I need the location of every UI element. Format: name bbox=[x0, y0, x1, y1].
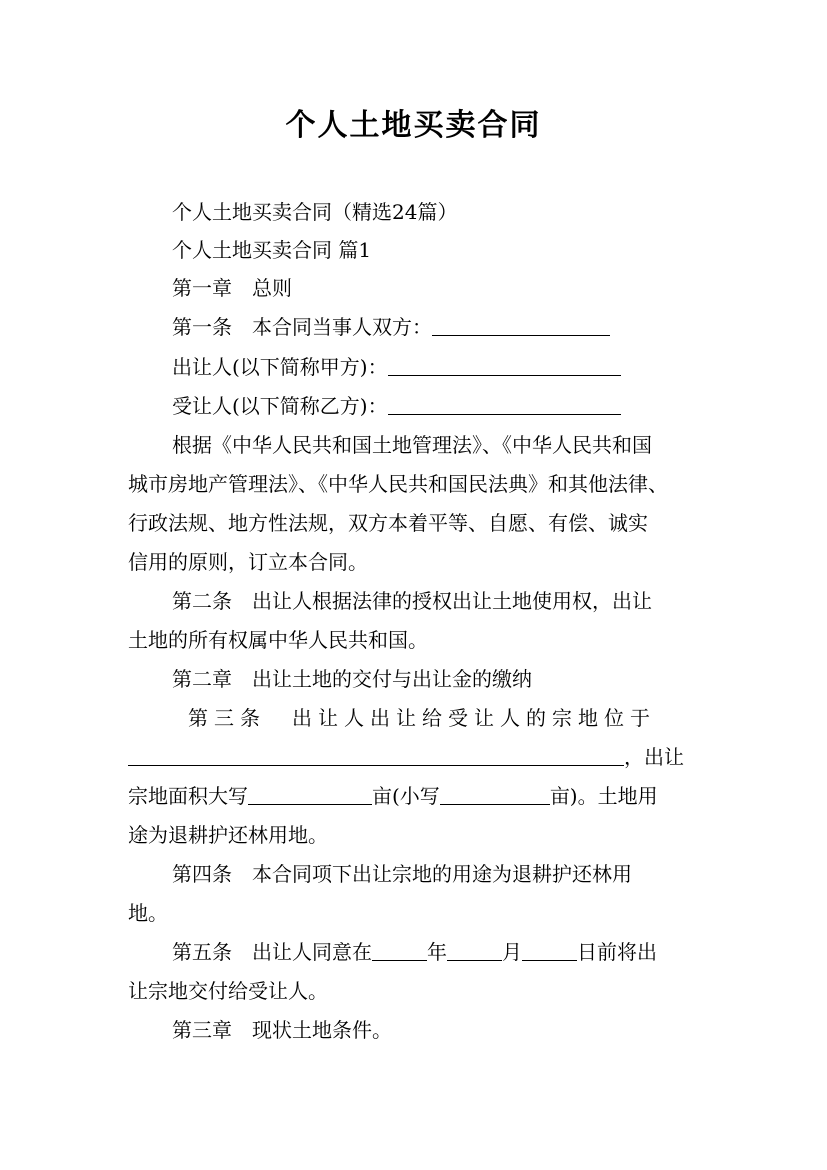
article-2-line-1: 第二条 出让人根据法律的授权出让土地使用权，出让 bbox=[172, 589, 652, 613]
basis-line-1: 根据《中华人民共和国土地管理法》、《中华人民共和国 bbox=[172, 433, 652, 457]
location-blank[interactable] bbox=[128, 743, 624, 766]
article-3-line-2-tail: ，出让 bbox=[624, 745, 684, 769]
article-5-line-2: 让宗地交付给受让人。 bbox=[128, 979, 328, 1003]
year-blank[interactable] bbox=[372, 938, 427, 961]
chapter-heading-2: 第二章 出让土地的交付与出让金的缴纳 bbox=[172, 667, 532, 691]
article-3-line-1: 第三条 出让人出让给受让人的宗地位于 bbox=[188, 706, 656, 730]
chapter-heading-1: 第一章 总则 bbox=[172, 276, 292, 300]
article-5-text: 第五条 出让人同意在 bbox=[172, 940, 372, 964]
article-3-line-4: 途为退耕护还林用地。 bbox=[128, 823, 328, 847]
area-label: 宗地面积大写 bbox=[128, 784, 248, 808]
article-4-line-1: 第四条 本合同项下出让宗地的用途为退耕护还林用 bbox=[172, 862, 632, 886]
party-b-label: 受让人(以下简称乙方)： bbox=[172, 394, 388, 418]
party-b-line bbox=[128, 387, 747, 425]
piece-heading: 个人土地买卖合同 篇1 bbox=[172, 238, 372, 262]
area-tail: 亩)。土地用 bbox=[549, 784, 658, 808]
area-uppercase-blank[interactable] bbox=[248, 782, 372, 805]
day-blank[interactable] bbox=[522, 938, 577, 961]
article-1-text: 第一条 本合同当事人双方： bbox=[172, 315, 432, 339]
area-lowercase-blank[interactable] bbox=[440, 782, 550, 805]
article-5-line-1 bbox=[128, 933, 747, 971]
party-b-blank[interactable] bbox=[388, 392, 621, 415]
basis-line-3: 行政法规、地方性法规，双方本着平等、自愿、有偿、诚实 bbox=[128, 511, 648, 535]
party-a-line bbox=[128, 348, 747, 386]
basis-line-4: 信用的原则，订立本合同。 bbox=[128, 550, 368, 574]
article-3-line-2 bbox=[128, 738, 703, 776]
area-lowercase-label: 亩(小写 bbox=[372, 784, 440, 808]
article-2-line-2: 土地的所有权属中华人民共和国。 bbox=[128, 628, 428, 652]
day-label: 日前将出 bbox=[577, 940, 657, 964]
party-a-blank[interactable] bbox=[388, 353, 621, 376]
year-label: 年 bbox=[427, 940, 447, 964]
month-blank[interactable] bbox=[447, 938, 502, 961]
party-a-label: 出让人(以下简称甲方)： bbox=[172, 355, 388, 379]
month-label: 月 bbox=[502, 940, 522, 964]
document-title: 个人土地买卖合同 bbox=[285, 108, 542, 143]
article-3-line-3 bbox=[128, 777, 703, 815]
article-4-line-2: 地。 bbox=[128, 901, 168, 925]
party-blank[interactable] bbox=[432, 313, 610, 336]
basis-line-2: 城市房地产管理法》、《中华人民共和国民法典》和其他法律、 bbox=[128, 472, 668, 496]
article-1 bbox=[128, 308, 747, 346]
subtitle: 个人土地买卖合同（精选24篇） bbox=[172, 200, 458, 224]
chapter-heading-3: 第三章 现状土地条件。 bbox=[172, 1018, 392, 1042]
